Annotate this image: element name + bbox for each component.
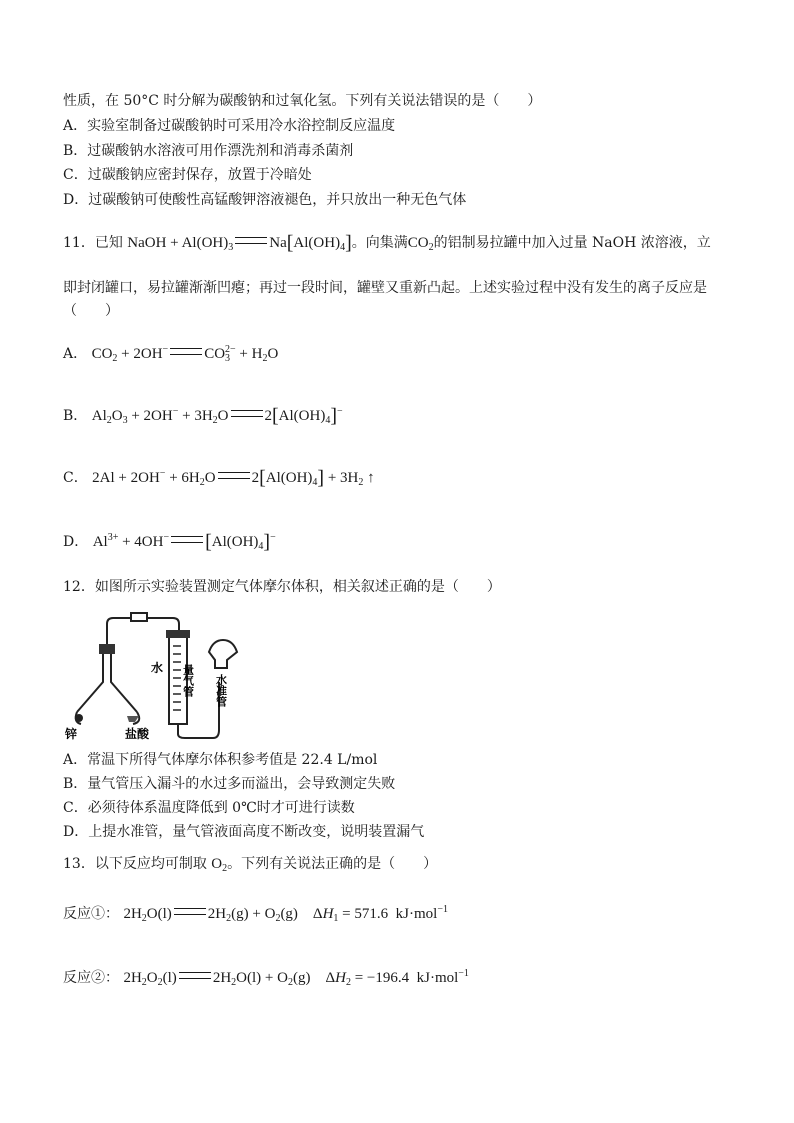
q12-option-b: B．量气管压入漏斗的水过多而溢出，会导致测定失败 (63, 776, 396, 792)
q13-reaction-1: 反应①： $2H_2O(l) 2H_2(g) + O_2(g)$ $\Delta H_1 = 571.6$ kJ·mol$^{-1}$ (63, 904, 448, 924)
q12-option-d: D．上提水准管，量气管液面高度不断改变，说明装置漏气 (63, 824, 425, 840)
label-level-tube: 水准管 (214, 674, 228, 707)
q10-option-b: B．过碳酸钠水溶液可用作漂洗剂和消毒杀菌剂 (63, 143, 354, 159)
q12-option-a: A．常温下所得气体摩尔体积参考值是 22.4 L/mol (63, 752, 378, 768)
q10-option-a: A．实验室制备过碳酸钠时可采用冷水浴控制反应温度 (63, 118, 396, 134)
q11-option-d: D． $Al^{3+} + 4OH^-$ $[Al(OH)_4]^-$ (63, 531, 276, 553)
q10-option-d: D．过碳酸钠可使酸性高锰酸钾溶液褪色，并只放出一种无色气体 (63, 192, 467, 208)
q13-stem: 13．以下反应均可制取 $O_2$。下列有关说法正确的是（ ） (63, 856, 438, 874)
label-gas-tube: 量气管 (181, 664, 195, 697)
gas-volume-apparatus-figure (63, 612, 243, 740)
q13-reaction-2: 反应②： $2H_2O_2(l) 2H_2O(l) + O_2(g)$ $\Delta H_2 = -196.4$ kJ·mol$^{-1}$ (63, 968, 469, 988)
q11-stem-line3: （ ） (63, 303, 119, 319)
label-zinc: 锌 (65, 727, 78, 740)
q11-given-equation: NaOH + $Al(OH)_3$ $Na[Al(OH)_4]$ (127, 232, 352, 254)
q10-option-c: C．过碳酸钠应密封保存，放置于冷暗处 (63, 167, 312, 183)
q10-stem: 性质，在 50°C 时分解为碳酸钠和过氧化氢。下列有关说法错误的是（ ） (63, 93, 542, 109)
label-acid: 盐酸 (125, 727, 150, 740)
q11-option-b: B． $Al_2O_3 + 2OH^- + 3H_2O$ $2[Al(OH)_4]^-$ (63, 405, 343, 427)
q11-option-a: A． $CO_2 + 2OH^-$ $CO_3^{2-} + H_2O$ (63, 344, 279, 364)
q11-stem-line2: 即封闭罐口，易拉罐渐渐凹瘪；再过一段时间，罐壁又重新凸起。上述实验过程中没有发生的离子反应是 (63, 280, 707, 296)
q11-option-c: C． $2Al + 2OH^- + 6H_2O$ $2[Al(OH)_4] + 3H_2$ ↑ (63, 467, 375, 489)
label-water: 水 (151, 661, 164, 675)
q12-stem: 12．如图所示实验装置测定气体摩尔体积，相关叙述正确的是（ ） (63, 579, 501, 595)
q11-stem-line1: 11．已知 NaOH + $Al(OH)_3$ $Na[Al(OH)_4]$。向集满$CO_2$的铝制易拉罐中加入过量 NaOH 浓溶液，立 (63, 232, 711, 254)
q12-option-c: C．必须待体系温度降低到 0℃时才可进行读数 (63, 800, 355, 816)
